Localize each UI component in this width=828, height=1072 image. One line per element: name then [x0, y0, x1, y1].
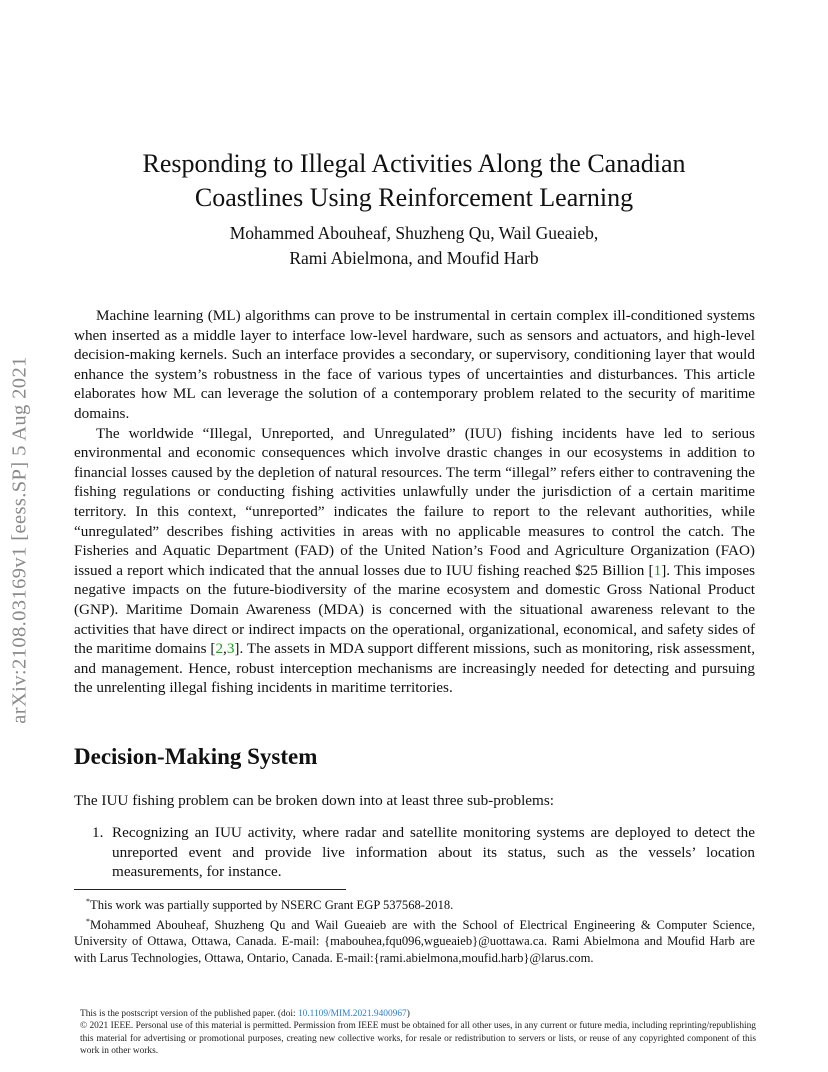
footnote-divider: [74, 889, 346, 890]
postscript-close: ): [406, 1009, 410, 1019]
footnote-1: [74, 894, 755, 914]
citation-separator: ,: [223, 640, 227, 658]
abstract-body: [74, 306, 755, 698]
section-intro: The IUU fishing problem can be broken down into at least three sub-problems:: [74, 792, 554, 809]
authors-line-1: Mohammed Abouheaf, Shuzheng Qu, Wail Gueaieb,: [229, 223, 599, 243]
footnote-1-mark: *: [86, 897, 90, 906]
paragraph-1: Machine learning (ML) algorithms can prove to be instrumental in certain complex ill-conditioned systems when inserted as a middle layer to interface low-level hardware, such as sensors and actuators, and high-level decision-making kernels. Such an interface provides a secondary, or supervisory, conditioning layer that would enhance the system’s robustness in the face of various types of uncertainties and disturbances. This article elaborates how ML can leverage the solution of a contemporary problem related to the security of maritime domains.: [74, 307, 755, 422]
author-list: [74, 221, 754, 271]
ieee-copyright-text: © 2021 IEEE. Personal use of this material is permitted. Permission from IEEE must be obtained for all other uses, in any current or future media, including reprinting/republishing this material for advertising or promotional purposes, creating new collective works, for resale or redistribution to servers or lists, or reuse of any copyrighted component of this work in other works.: [80, 1021, 756, 1056]
paragraph-2-part-b: ]. This imposes negative impacts on the future-biodiversity of the marine ecosystem and domestic Gross National Product (GNP). Maritime Domain Awareness (MDA) is concerned with the situational awareness relevant to the activities that have direct or indirect impacts on the operational, organizational, economical, and safety sides of the maritime domains [: [74, 561, 755, 658]
doi-link[interactable]: 10.1109/MIM.2021.9400967: [297, 1009, 407, 1019]
paragraph-2: [74, 424, 755, 698]
footnotes: [74, 894, 755, 966]
citation-link-1[interactable]: 1: [653, 561, 662, 579]
postscript-note: [80, 1008, 756, 1020]
list-item: [74, 823, 755, 882]
list-item-text: Recognizing an IUU activity, where radar and satellite monitoring systems are deployed to detect the unreported event and provide live information about its status, such as the vessels’ location measurements, for instance.: [112, 824, 755, 881]
footnote-2: [74, 914, 755, 966]
section-heading: Decision-Making System: [74, 744, 318, 769]
paper-title: [74, 147, 754, 215]
paragraph-2-part-c: ]. The assets in MDA support different missions, such as monitoring, risk assessment, and management. Hence, robust interception mechanisms are increasingly needed for detecting and pursuing the unrelenting illegal fishing incidents in maritime territories.: [74, 640, 755, 697]
footnote-2-mark: *: [86, 916, 90, 926]
paragraph-2-part-a: The worldwide “Illegal, Unreported, and Unregulated” (IUU) fishing incidents have led to serious environmental and economic consequences which involve drastic changes in our ecosystems in addition to financial losses caused by the depletion of natural resources. The term “illegal” refers either to contravening the fishing regulations or conducting fishing activities unlawfully under the jurisdiction of a certain maritime territory. In this context, “unreported” indicates the failure to report to the relevant authorities, while “unregulated” describes fishing activities in areas with no applicable measures to control the catch. The Fisheries and Aquatic Department (FAD) of the United Nation’s Food and Agriculture Organization (FAO) issued a report which indicated that the annual losses due to IUU fishing reached $25 Billion [: [74, 424, 755, 579]
arxiv-identifier: [8, 356, 32, 724]
title-line-1: Responding to Illegal Activities Along the Canadian: [142, 149, 686, 179]
list-item-number: 1.: [92, 824, 104, 841]
copyright-notice: [80, 1008, 756, 1057]
postscript-text: This is the postscript version of the published paper. (doi:: [80, 1009, 298, 1019]
title-line-2: Coastlines Using Reinforcement Learning: [194, 183, 634, 213]
citation-link-3[interactable]: 3: [226, 640, 235, 658]
arxiv-id-text: arXiv:2108.03169v1 [eess.SP] 5 Aug 2021: [8, 356, 31, 724]
subproblem-list: [74, 823, 755, 882]
citation-link-2[interactable]: 2: [215, 640, 224, 658]
footnote-1-text: This work was partially supported by NSERC Grant EGP 537568-2018.: [90, 898, 454, 913]
authors-line-2: Rami Abielmona, and Moufid Harb: [289, 248, 539, 268]
footnote-2-text: Mohammed Abouheaf, Shuzheng Qu and Wail Gueaieb are with the School of Electrical Engineering & Computer Science, University of Ottawa, Ottawa, Canada. E-mail: {mabouhea,fqu096,wgueaieb}@uottawa.ca. Rami Abielmona and Moufid Harb are with Larus Technologies, Ottawa, Ontario, Canada. E-mail:{rami.abielmona,moufid.harb}@larus.com.: [74, 917, 755, 965]
